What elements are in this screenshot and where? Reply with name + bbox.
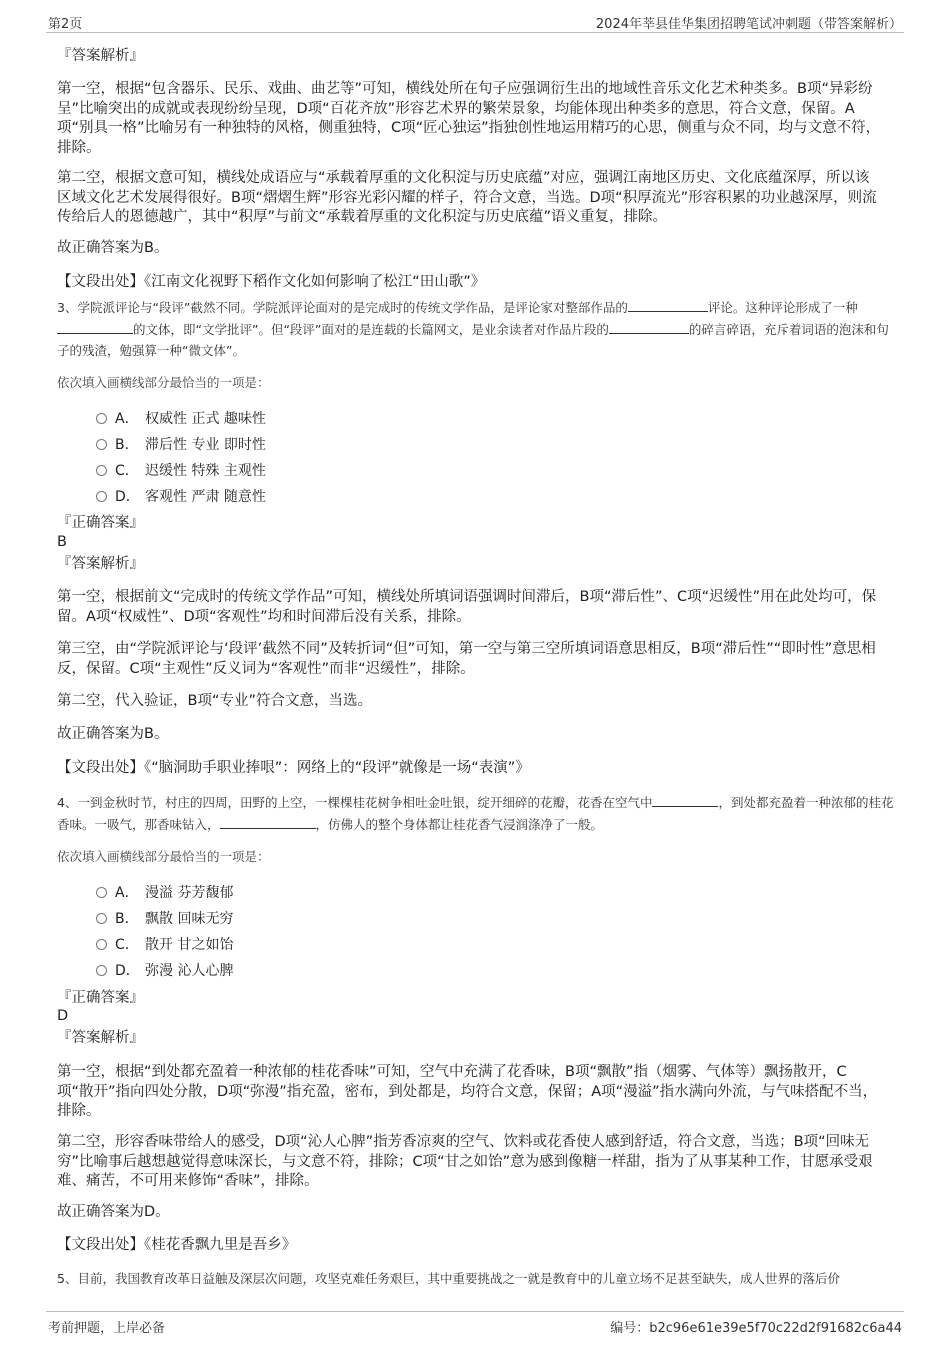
q4-option-d[interactable]: D． 弥漫 沁人心脾: [96, 961, 233, 981]
document-id: 编号：b2c96e61e39e5f70c22d2f91682c6a44: [610, 1321, 902, 1336]
q4-analysis-para2: 第二空，形容香味带给人的感受，D项“沁人心脾”指芳香凉爽的空气、饮料或花香使人感到舒适，符合文意，当选；B项“回味无穷”比喻事后越想越觉得意味深长，与文意不符，排除；C项“甘之如饴”意为感到像糖一样甜，指为了从事某种工作，甘愿承受艰难、痛苦，不可用来修饰“香味”，排除。: [57, 1134, 873, 1189]
q2-source: 【文段出处】《江南文化视野下稻作文化如何影响了松江“田山歌”》: [57, 274, 486, 290]
q4-analysis-heading: 『答案解析』: [57, 1030, 144, 1046]
q4-prompt: 依次填入画横线部分最恰当的一项是：: [57, 849, 270, 864]
q4-correct-heading: 『正确答案』: [57, 990, 144, 1006]
blank-2: [57, 320, 133, 334]
blank-1: [652, 793, 718, 807]
radio-icon[interactable]: [96, 439, 107, 450]
blank-1: [628, 298, 708, 312]
blank-2: [220, 815, 316, 829]
radio-icon[interactable]: [96, 465, 107, 476]
q3-question-text: 3、学院派评论与“段评”截然不同。学院派评论面对的是完成时的传统文学作品，是评论家对整部作品的 评论。这种评论形成了一种的文体，即“文学批评”。但“段评”面对的是连载的长篇网文，是业余读者对作品片段的 的碎言碎语，充斥着词语的泡沫和句子的残渣，勉强算一种“微文体”。: [57, 300, 889, 358]
q4-option-a[interactable]: A． 漫溢 芬芳馥郁: [96, 883, 233, 903]
q3-analysis-heading: 『答案解析』: [57, 556, 144, 572]
q2-analysis-heading: 『答案解析』: [57, 48, 144, 64]
q2-analysis-para2: 第二空，根据文意可知，横线处成语应与“承载着厚重的文化积淀与历史底蕴”对应，强调江南地区历史、文化底蕴深厚，所以该区域文化艺术发展得很好。B项“熠熠生辉”形容光彩闪耀的样子，符合文意，当选。D项“积厚流光”形容积累的功业越深厚，则流传给后人的恩德越广，其中“积厚”与前文“承载着厚重的文化积淀与历史底蕴”语义重复，排除。: [57, 170, 877, 225]
q3-option-a[interactable]: A． 权威性 正式 趣味性: [96, 409, 266, 429]
radio-icon[interactable]: [96, 965, 107, 976]
q3-correct-answer: B: [57, 534, 67, 550]
radio-icon[interactable]: [96, 887, 107, 898]
q3-correct-heading: 『正确答案』: [57, 515, 144, 531]
document-title: 2024年莘县佳华集团招聘笔试冲刺题（带答案解析）: [595, 17, 902, 32]
q4-option-b[interactable]: B． 飘散 回味无穷: [96, 909, 233, 929]
q2-analysis-para1: 第一空，根据“包含器乐、民乐、戏曲、曲艺等”可知，横线处所在句子应强调衍生出的地域性音乐文化艺术种类多。B项“异彩纷呈”比喻突出的成就或表现纷纷呈现，D项“百花齐放”形容艺术界的繁荣景象，均能体现出种类多的意思，符合文意，保留。A项“别具一格”比喻另有一种独特的风格，侧重独特，C项“匠心独运”指独创性地运用精巧的心思，侧重与众不同，均与文意不符，排除。: [57, 81, 881, 156]
q4-analysis-para1: 第一空，根据“到处都充盈着一种浓郁的桂花香味”可知，空气中充满了花香味，B项“飘散”指（烟雾、气体等）飘扬散开，C项“散开”指向四处分散，D项“弥漫”指充盈，密布，到处都是，均符合文意，保留；A项“漫溢”指水满向外流，与气味搭配不当，排除。: [57, 1064, 878, 1119]
q4-source: 【文段出处】《桂花香飘九里是吾乡》: [57, 1237, 297, 1253]
q5-question-text: 5、目前，我国教育改革日益触及深层次问题，攻坚克难任务艰巨，其中重要挑战之一就是教育中的儿童立场不足甚至缺失，成人世界的落后价: [57, 1271, 840, 1286]
radio-icon[interactable]: [96, 913, 107, 924]
page-number: 第2页: [48, 17, 83, 32]
blank-3: [609, 320, 689, 334]
page-header: [46, 10, 904, 33]
q4-correct-answer: D: [57, 1008, 69, 1024]
q3-analysis-para3: 第二空，代入验证，B项“专业”符合文意，当选。: [57, 693, 372, 709]
q3-option-d[interactable]: D． 客观性 严肃 随意性: [96, 487, 266, 507]
radio-icon[interactable]: [96, 413, 107, 424]
q3-source: 【文段出处】《“脑洞助手职业捧哏”：网络上的“段评”就像是一场“表演”》: [57, 760, 530, 776]
q3-analysis-para1: 第一空，根据前文“完成时的传统文学作品”可知，横线处所填词语强调时间滞后，B项“滞后性”、C项“迟缓性”用在此处均可，保留。A项“权威性”、D项“客观性”均和时间滞后没有关系，排除。: [57, 589, 877, 625]
q4-question-text: 4、一到金秋时节，村庄的四周，田野的上空，一棵棵桂花树争相吐金吐银，绽开细碎的花瓣，花香在空气中 ，到处都充盈着一种浓郁的桂花香味。一吸气，那香味钻入， ，仿佛人的整个身体都让桂花香气浸润涤净了一般。: [57, 795, 894, 832]
q4-option-c[interactable]: C． 散开 甘之如饴: [96, 935, 233, 955]
page-footer: [46, 1311, 904, 1336]
q3-option-c[interactable]: C． 迟缓性 特殊 主观性: [96, 461, 266, 481]
radio-icon[interactable]: [96, 939, 107, 950]
q2-conclusion: 故正确答案为B。: [57, 240, 169, 256]
radio-icon[interactable]: [96, 491, 107, 502]
q3-option-b[interactable]: B． 滞后性 专业 即时性: [96, 435, 266, 455]
q3-prompt: 依次填入画横线部分最恰当的一项是：: [57, 375, 270, 390]
footer-slogan: 考前押题，上岸必备: [48, 1321, 166, 1336]
q3-analysis-para2: 第三空，由“学院派评论与‘段评’截然不同”及转折词“但”可知，第一空与第三空所填词语意思相反，B项“滞后性”“即时性”意思相反，保留。C项“主观性”反义词为“客观性”而非“迟缓性”，排除。: [57, 641, 876, 677]
q4-conclusion: 故正确答案为D。: [57, 1204, 170, 1220]
q3-conclusion: 故正确答案为B。: [57, 726, 169, 742]
